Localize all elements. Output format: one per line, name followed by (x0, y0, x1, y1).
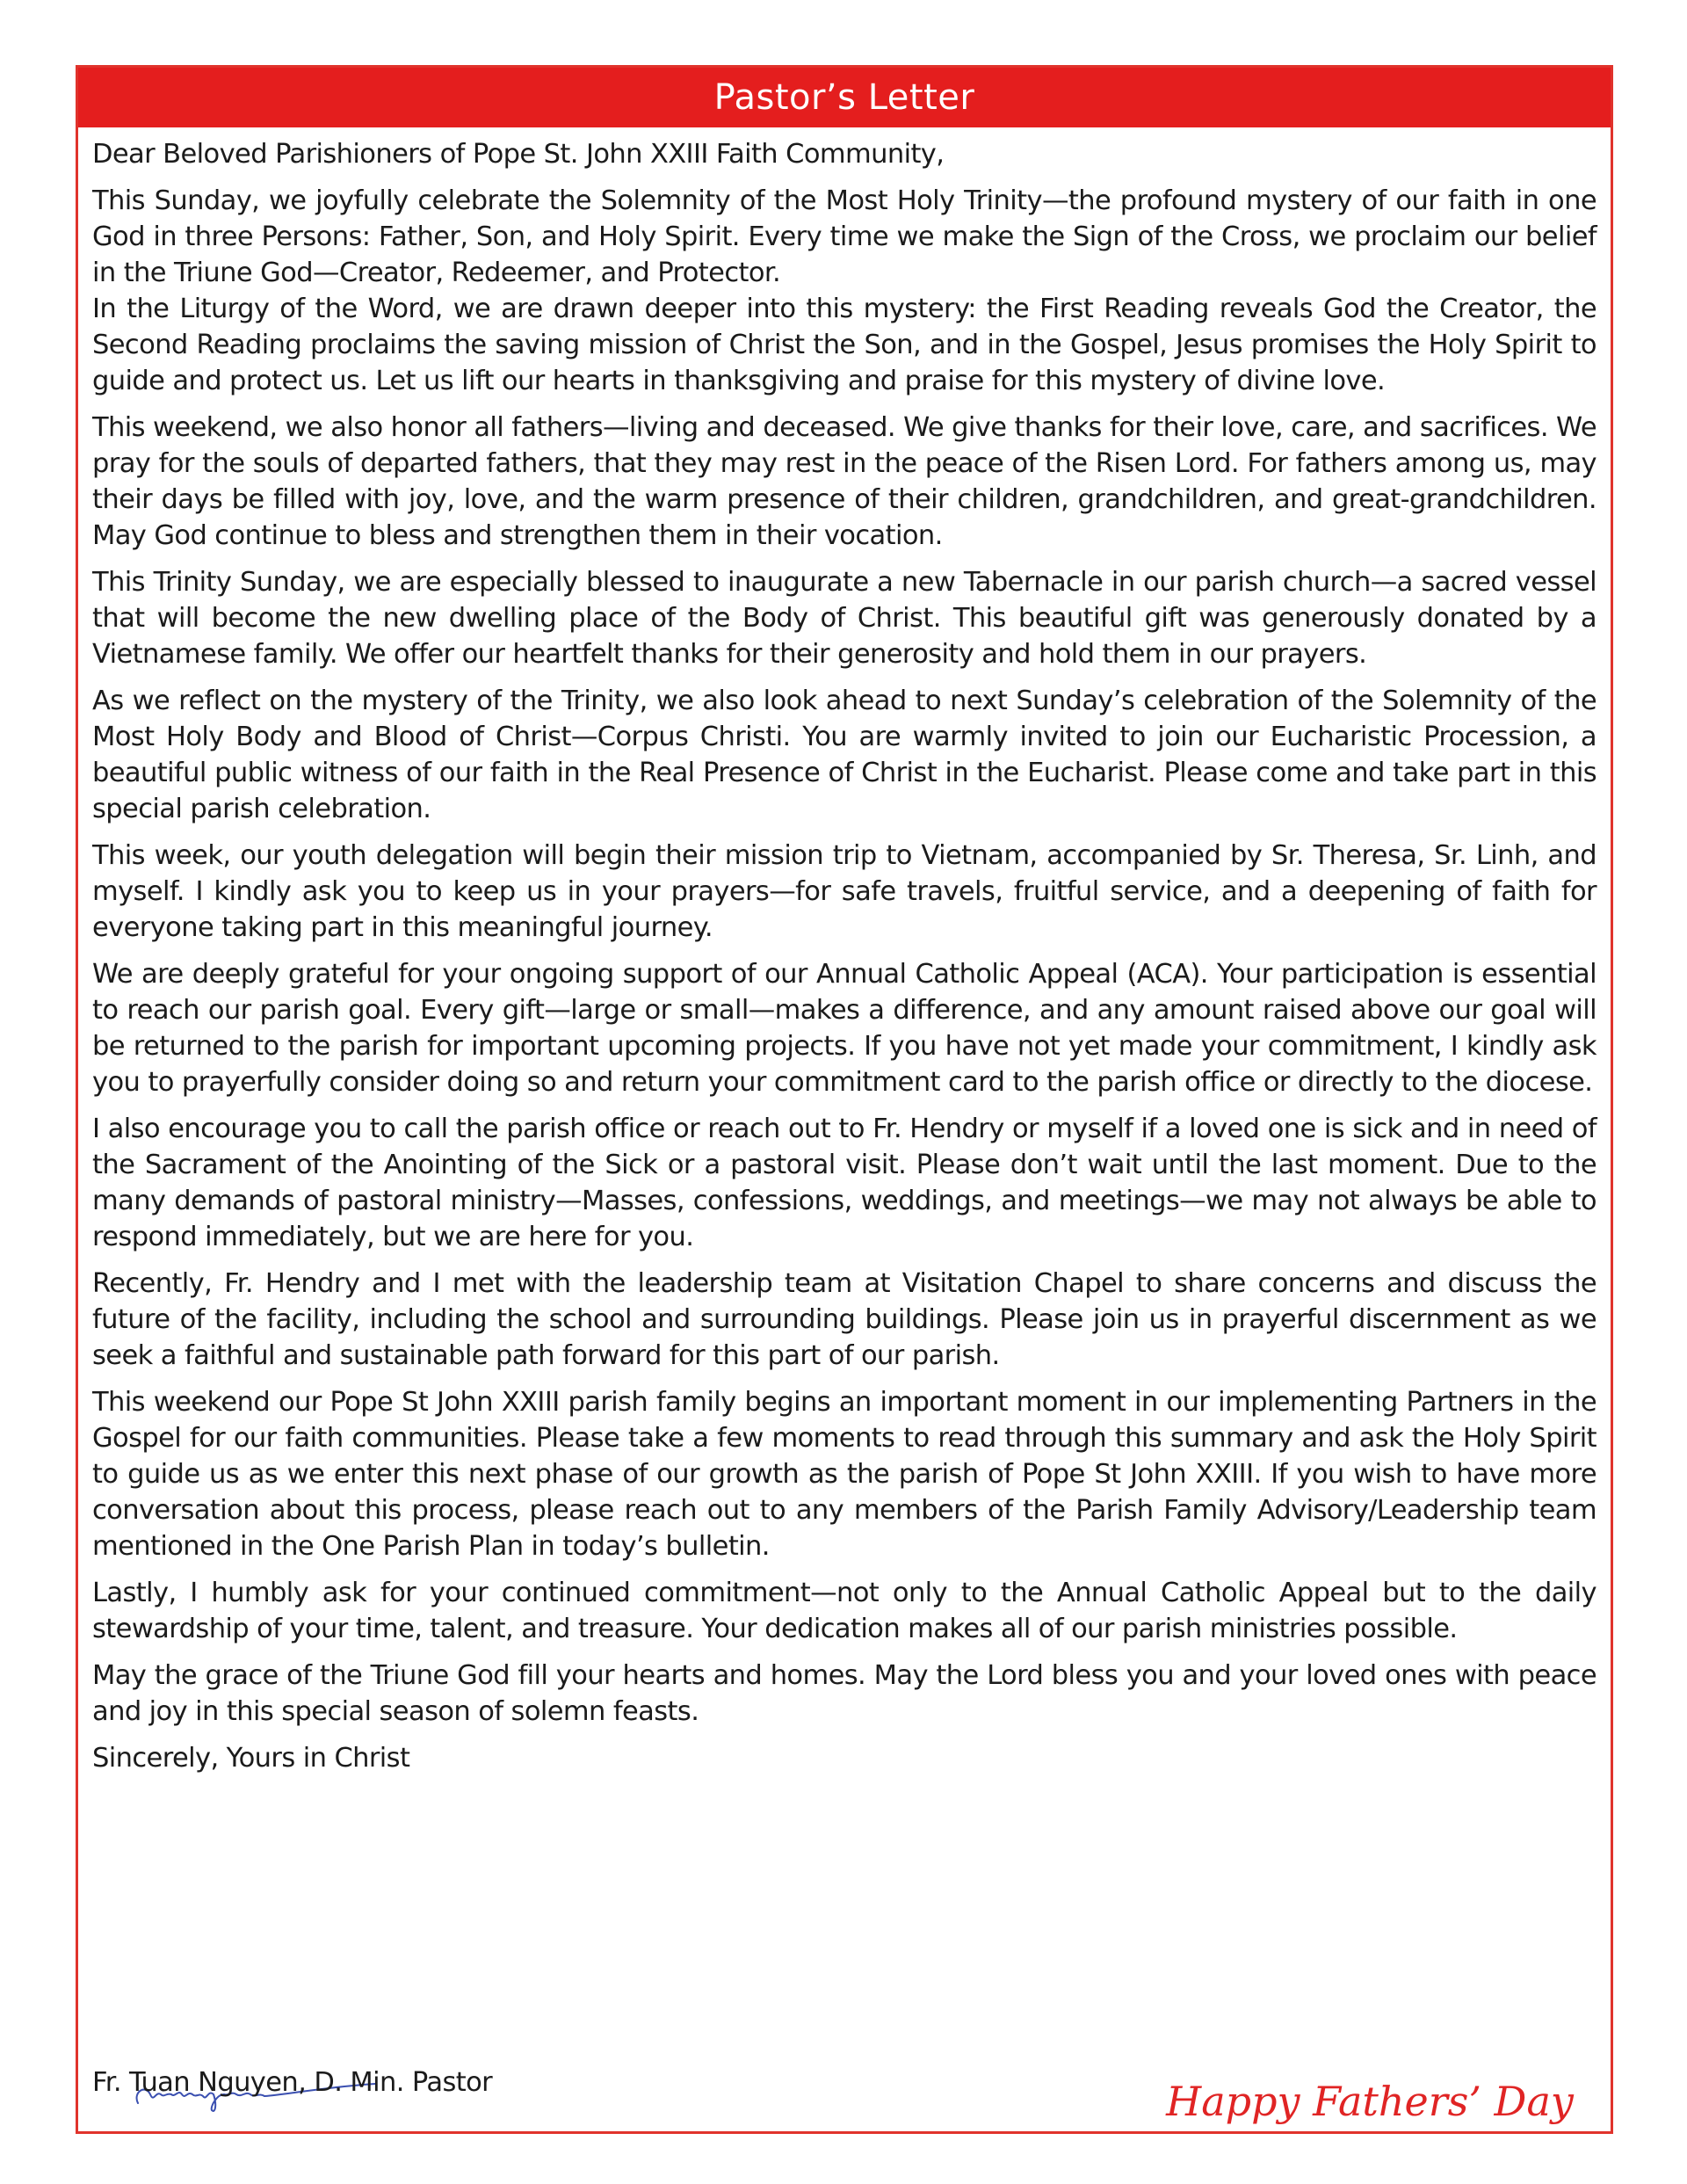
letter-paragraph: This weekend, we also honor all fathers—living and deceased. We give thanks for their love, care, and sacrifices. We pray for the souls of departed fathers, that they may rest in the peace of the Risen Lord. For fathers among us, may their days be filled with joy, love, and the warm presence of their children, grandchildren, and great-grandchildren. May God continue to bless and strengthen them in their vocation. (92, 412, 1596, 551)
letter-paragraph: Recently, Fr. Hendry and I met with the leadership team at Visitation Chapel to share concerns and discuss the future of the facility, including the school and surrounding buildings. Please join us in prayerful discernment as we seek a faithful and sustainable path forward for this part of our parish. (92, 1268, 1596, 1371)
letter-paragraph: This weekend our Pope St John XXIII parish family begins an important moment in our implementing Partners in the Gospel for our faith communities. Please take a few moments to read through this summary and ask the Holy Spirit to guide us as we enter this next phase of our growth as the parish of Pope St John XXIII. If you wish to have more conversation about this process, please reach out to any members of the Parish Family Advisory/Leadership team mentioned in the One Parish Plan in today’s bulletin. (92, 1387, 1596, 1562)
letter-paragraph: We are deeply grateful for your ongoing support of our Annual Catholic Appeal (ACA). Your participation is essential to reach our parish goal. Every gift—large or small—makes a difference, and any amount raised above our goal will be returned to the parish for important upcoming projects. If you have not yet made your commitment, I kindly ask you to prayerfully consider doing so and return your commitment card to the parish office or directly to the diocese. (92, 959, 1596, 1098)
page-title: Pastor’s Letter (78, 68, 1611, 127)
letter-paragraph: As we reflect on the mystery of the Trinity, we also look ahead to next Sunday’s celebration of the Solemnity of the Most Holy Body and Blood of Christ—Corpus Christi. You are warmly invited to join our Eucharistic Procession, a beautiful public witness of our faith in the Real Presence of Christ in the Eucharist. Please come and take part in this special parish celebration. (92, 686, 1596, 824)
letter-body (92, 136, 1596, 1776)
letter-paragraph: This Trinity Sunday, we are especially blessed to inaugurate a new Tabernacle in our parish church—a sacred vessel that will become the new dwelling place of the Body of Christ. This beautiful gift was generously donated by a Vietnamese family. We offer our heartfelt thanks for their generosity and hold them in our prayers. (92, 567, 1596, 670)
fathers-day-text: Happy Fathers’ Day (1166, 2078, 1574, 2125)
letter-closing: Sincerely, Yours in Christ (92, 1743, 410, 1774)
pastors-letter-frame (76, 65, 1613, 2134)
happy-fathers-day-script (1141, 2064, 1598, 2138)
letter-paragraph: May the grace of the Triune God fill your hearts and homes. May the Lord bless you and your loved ones with peace and joy in this special season of solemn feasts. (92, 1660, 1596, 1727)
letter-paragraph: Lastly, I humbly ask for your continued commitment—not only to the Annual Catholic Appeal but to the daily stewardship of your time, talent, and treasure. Your dedication makes all of our parish ministries possible. (92, 1578, 1596, 1644)
letter-greeting: Dear Beloved Parishioners of Pope St. John XXIII Faith Community, (92, 139, 945, 170)
letter-paragraph: I also encourage you to call the parish office or reach out to Fr. Hendry or myself if a loved one is sick and in need of the Sacrament of the Anointing of the Sick or a pastoral visit. Please don’t wait until the last moment. Due to the many demands of pastoral ministry—Masses, confessions, weddings, and meetings—we may not always be able to respond immediately, but we are here for you. (92, 1114, 1596, 1252)
letter-paragraph: In the Liturgy of the Word, we are drawn deeper into this mystery: the First Reading reveals God the Creator, the Second Reading proclaims the saving mission of Christ the Son, and in the Gospel, Jesus promises the Holy Spirit to guide and protect us. Let us lift our hearts in thanksgiving and praise for this mystery of divine love. (92, 294, 1596, 396)
letter-paragraph: This Sunday, we joyfully celebrate the Solemnity of the Most Holy Trinity—the profound mystery of our faith in one God in three Persons: Father, Son, and Holy Spirit. Every time we make the Sign of the Cross, we proclaim our belief in the Triune God—Creator, Redeemer, and Protector. (92, 185, 1596, 288)
pastor-signoff: Fr. Tuan Nguyen, D. Min. Pastor (92, 2067, 493, 2098)
letter-paragraph: This week, our youth delegation will begin their mission trip to Vietnam, accompanied by Sr. Theresa, Sr. Linh, and myself. I kindly ask you to keep us in your prayers—for safe travels, fruitful service, and a deepening of faith for everyone taking part in this meaningful journey. (92, 840, 1596, 943)
